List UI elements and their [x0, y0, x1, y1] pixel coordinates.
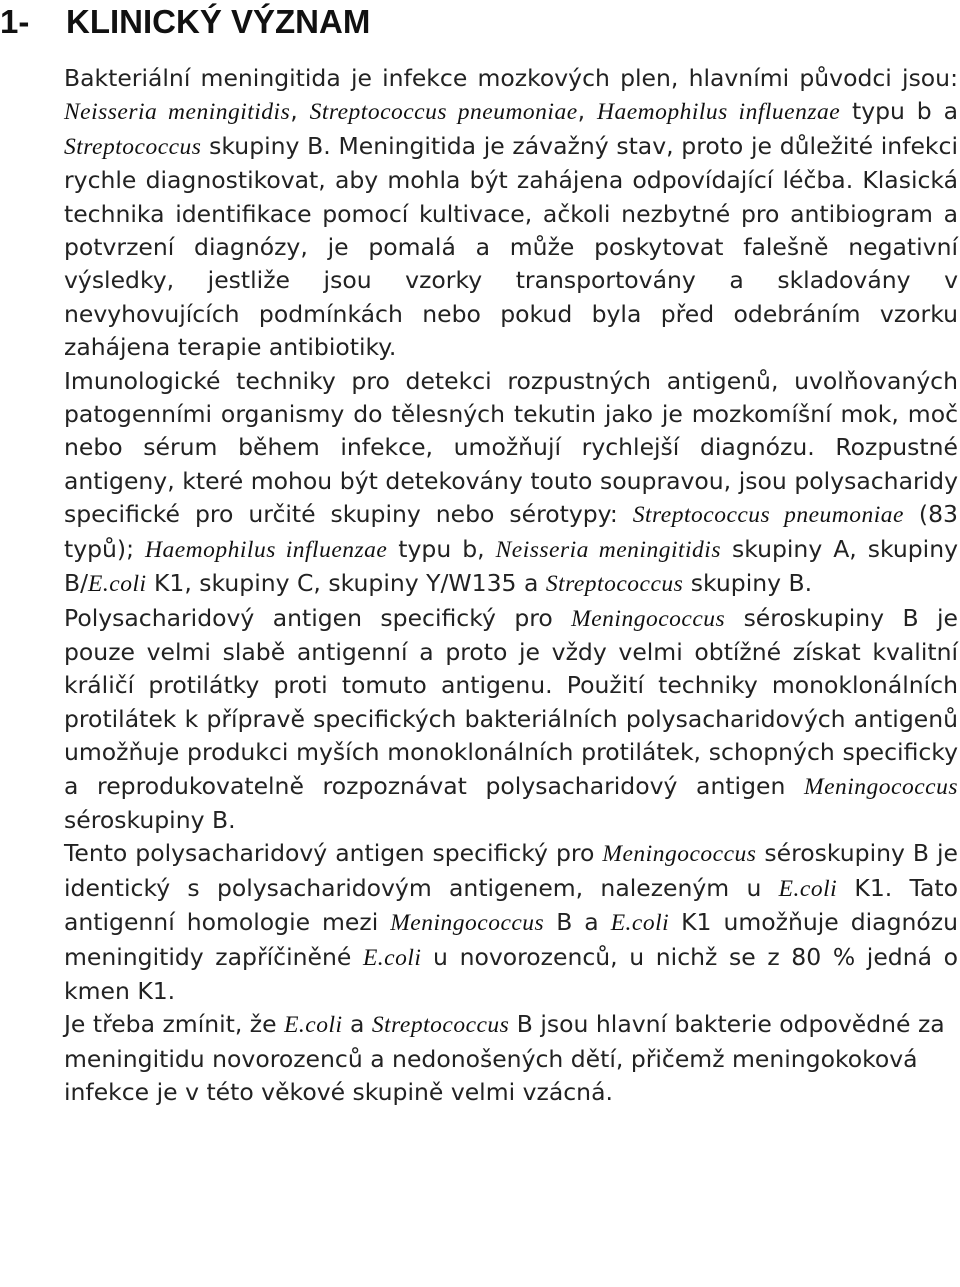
- species-name: E.coli: [610, 910, 670, 937]
- species-name: Meningococcus: [602, 841, 757, 868]
- species-name: Meningococcus: [571, 605, 726, 632]
- text-run: Polysacharidový antigen specifický pro: [64, 603, 572, 632]
- text-run: skupiny B. Meningitida je závažný stav, proto je důležité infekci rychle diagnostikovat, aby mohla být zahájena odpovídající léčba. Klasická technika identifikace pomocí kultivace, ačkoli nezbytné pro antibiogram a potvrzení diagnózy, je pomalá a může poskytovat falešně negativní výsledky, jestliže jsou vzorky transportovány a skladovány v nevyhovujících podmínkách nebo pokud byla před odebráním vzorku zahájena terapie antibiotiky.: [64, 131, 958, 362]
- species-name: Streptococcus pneumoniae: [632, 502, 904, 529]
- species-name: E.coli: [778, 875, 838, 902]
- text-run: séroskupiny B.: [64, 805, 236, 834]
- species-name: E.coli: [362, 944, 422, 971]
- species-name: Haemophilus influenzae: [145, 536, 388, 563]
- text-run: typu b a: [840, 97, 958, 126]
- text-run: B jsou hlavní bakterie odpovědné za meningitidu novorozenců a nedonošených dětí, přičemž meningokoková infekce je v této věkové skupině velmi vzácná.: [64, 1010, 945, 1107]
- text-run: typu b,: [387, 534, 496, 563]
- text-run: Tento polysacharidový antigen specifický pro: [64, 839, 603, 868]
- paragraph: [64, 602, 958, 838]
- text-run: Bakteriální meningitida je infekce mozkových plen, hlavními původci jsou:: [64, 64, 958, 92]
- species-name: Haemophilus influenzae: [596, 99, 841, 126]
- text-run: ,: [290, 97, 310, 126]
- text-run: a: [342, 1010, 372, 1039]
- text-run: Je třeba zmínit, že: [64, 1010, 285, 1039]
- species-name: Neisseria meningitidis: [495, 536, 721, 563]
- paragraph: [64, 62, 958, 365]
- paragraph: [64, 1008, 958, 1109]
- section-number: 1-: [0, 3, 30, 40]
- paragraph: [64, 365, 958, 602]
- section-body: [64, 62, 958, 1110]
- text-run: Imunologické techniky pro detekci rozpustných antigenů, uvolňovaných patogenními organismy do tělesných tekutin jako je mozkomíšní mok, moč nebo sérum během infekce, umožňují rychlejší diagnózu. Rozpustné antigeny, které mohou být detekovány touto soupravou, jsou polysacharidy specifické pro určité skupiny nebo sérotypy:: [64, 366, 958, 529]
- text-run: ,: [577, 97, 597, 126]
- species-name: Neisseria meningitidis: [64, 99, 291, 126]
- species-name: Streptococcus: [545, 571, 684, 598]
- text-run: séroskupiny B je pouze velmi slabě antigenní a proto je vždy velmi obtížné získat kvalitní králičí protilátky proti tomuto antigenu. Použití techniky monoklonálních protilátek k přípravě specifických bakteriálních polysacharidových antigenů umožňuje produkci myších monoklonálních protilátek, schopných specificky a reprodukovatelně rozpoznávat polysacharidový antigen: [64, 603, 958, 800]
- text-run: skupiny A, skupiny B/: [64, 534, 959, 598]
- species-name: Meningococcus: [390, 910, 545, 937]
- species-name: Streptococcus: [64, 133, 202, 160]
- text-run: u novorozenců, u nichž se z 80 % jedná o kmen K1.: [64, 942, 958, 1005]
- section-heading: [0, 2, 370, 42]
- species-name: Meningococcus: [804, 773, 958, 800]
- text-run: K1. Tato antigenní homologie mezi: [64, 873, 958, 937]
- text-run: skupiny B.: [683, 569, 813, 598]
- text-run: B a: [544, 908, 611, 937]
- section-title: KLINICKÝ VÝZNAM: [66, 3, 371, 40]
- species-name: Streptococcus: [371, 1012, 510, 1039]
- species-name: Streptococcus pneumoniae: [309, 99, 578, 126]
- paragraph: [64, 837, 958, 1008]
- text-run: séroskupiny B je identický s polysacharidovým antigenem, nalezeným u: [64, 839, 959, 902]
- text-run: K1 umožňuje diagnózu meningitidy zapříčiněné: [64, 908, 958, 971]
- species-name: E.coli: [88, 571, 147, 598]
- species-name: E.coli: [284, 1012, 343, 1039]
- text-run: (83 typů);: [64, 500, 958, 563]
- text-run: K1, skupiny C, skupiny Y/W135 a: [146, 569, 546, 598]
